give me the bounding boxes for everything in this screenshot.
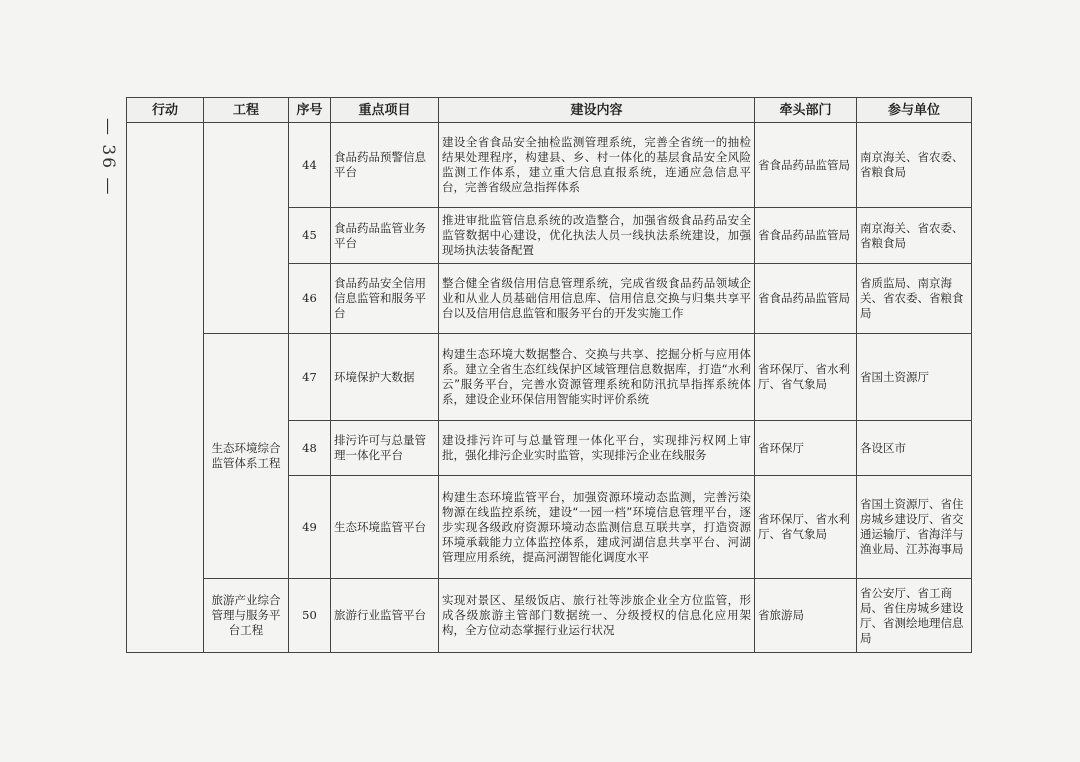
lead-dept: 省食品药品监管局 [755,208,857,264]
participants: 省国土资源厅 [857,334,972,421]
lead-dept: 省环保厅 [755,421,857,476]
key-item: 食品药品监管业务平台 [331,208,439,264]
content-cell: 构建生态环境监管平台，加强资源环境动态监测，完善污染物源在线监控系统，建设“一园一档”环境信息管理平台，逐步实现各级政府资源环境动态监测信息互联共享，打造资源环境承载能力立体监控体系，建成河湖信息共享平台、河湖管理应用系统，提高河湖智能化调度水平 [439,476,755,579]
project-table [126,97,972,653]
project-cell: 旅游产业综合管理与服务平台工程 [204,579,289,653]
content-cell: 实现对景区、星级饭店、旅行社等涉旅企业全方位监管，形成各级旅游主管部门数据统一、分级授权的信息化应用架构，全方位动态掌握行业运行状况 [439,579,755,653]
key-item: 食品药品预警信息平台 [331,123,439,208]
table-row [127,123,972,208]
key-item: 生态环境监管平台 [331,476,439,579]
project-cell: 生态环境综合监管体系工程 [204,334,289,579]
table-row [127,579,972,653]
content-cell: 建设排污许可与总量管理一体化平台，实现排污权网上审批，强化排污企业实时监管，实现排污企业在线服务 [439,421,755,476]
header-project: 工程 [204,98,289,123]
table-row [127,334,972,421]
lead-dept: 省旅游局 [755,579,857,653]
header-action: 行动 [127,98,204,123]
lead-dept: 省环保厅、省水利厅、省气象局 [755,334,857,421]
row-number: 49 [289,476,331,579]
key-item: 旅游行业监管平台 [331,579,439,653]
content-cell: 建设全省食品安全抽检监测管理系统，完善全省统一的抽检结果处理程序，构建县、乡、村一体化的基层食品安全风险监测工作体系，建立重大信息直报系统，连通应急信息平台，完善省级应急指挥体系 [439,123,755,208]
lead-dept: 省环保厅、省水利厅、省气象局 [755,476,857,579]
header-lead-dept: 牵头部门 [755,98,857,123]
row-number: 45 [289,208,331,264]
header-participants: 参与单位 [857,98,972,123]
participants: 省公安厅、省工商局、省住房城乡建设厅、省测绘地理信息局 [857,579,972,653]
content-cell: 整合健全省级信用信息管理系统，完成省级食品药品领域企业和从业人员基础信用信息库、信用信息交换与归集共享平台以及信用信息监管和服务平台的开发实施工作 [439,264,755,334]
participants: 省质监局、南京海关、省农委、省粮食局 [857,264,972,334]
row-number: 44 [289,123,331,208]
lead-dept: 省食品药品监管局 [755,264,857,334]
project-cell [204,123,289,334]
participants: 省国土资源厅、省住房城乡建设厅、省交通运输厅、省海洋与渔业局、江苏海事局 [857,476,972,579]
key-item: 排污许可与总量管理一体化平台 [331,421,439,476]
header-key-item: 重点项目 [331,98,439,123]
header-row [127,98,972,123]
content-cell: 推进审批监管信息系统的改造整合，加强省级食品药品安全监管数据中心建设，优化执法人员一线执法系统建设，加强现场执法装备配置 [439,208,755,264]
participants: 南京海关、省农委、省粮食局 [857,208,972,264]
content-cell: 构建生态环境大数据整合、交换与共享、挖掘分析与应用体系。建立全省生态红线保护区域管理信息数据库，打造“水利云”服务平台，完善水资源管理系统和防汛抗旱指挥系统体系，建设企业环保信用智能实时评价系统 [439,334,755,421]
participants: 各设区市 [857,421,972,476]
participants: 南京海关、省农委、省粮食局 [857,123,972,208]
row-number: 48 [289,421,331,476]
key-item: 食品药品安全信用信息监管和服务平台 [331,264,439,334]
header-number: 序号 [289,98,331,123]
header-content: 建设内容 [439,98,755,123]
row-number: 46 [289,264,331,334]
key-item: 环境保护大数据 [331,334,439,421]
row-number: 47 [289,334,331,421]
page-number: — 36 — [98,118,118,197]
lead-dept: 省食品药品监管局 [755,123,857,208]
row-number: 50 [289,579,331,653]
action-cell [127,123,204,653]
